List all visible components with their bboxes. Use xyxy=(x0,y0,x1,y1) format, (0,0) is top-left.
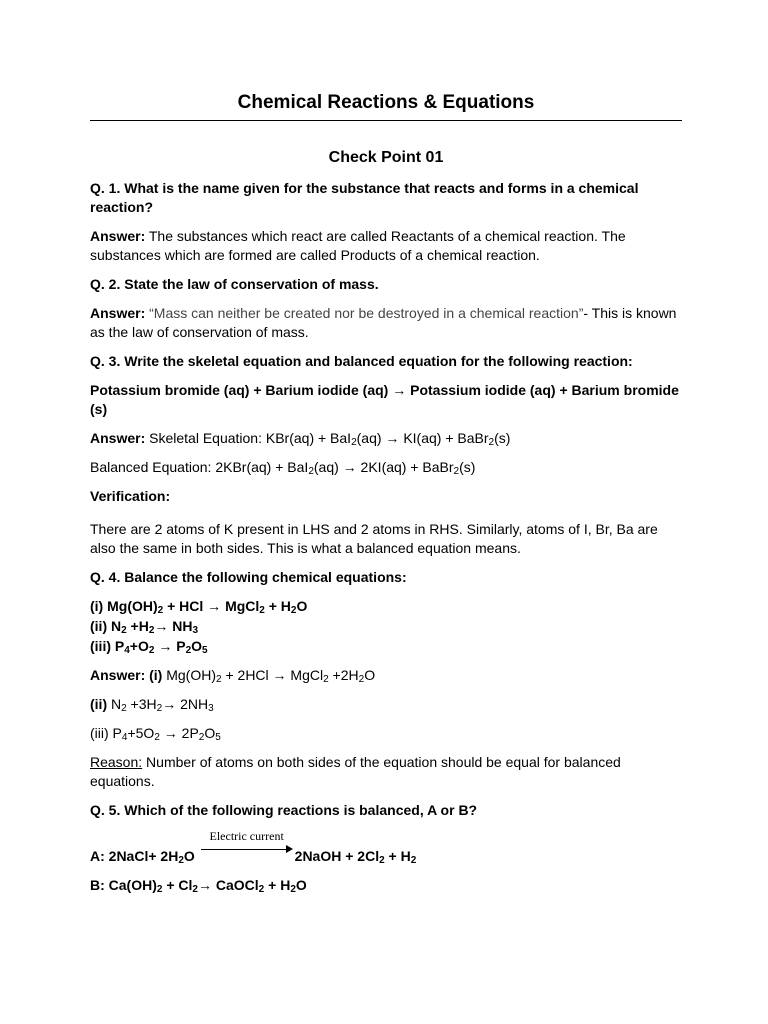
balanced-mid: (aq) → 2KI(aq) + BaBr xyxy=(313,459,454,475)
answer-1-text: The substances which react are called Reactants of a chemical reaction. The substances which are formed are called Products of a chemical reaction. xyxy=(90,228,626,263)
subscript: 2 xyxy=(488,437,495,448)
reaction-a: A: 2NaCl+ $2H_2O$ Electric current 2NaOH + $2Cl_2 + H_2$ xyxy=(90,829,417,866)
reason-label: Reason: xyxy=(90,754,143,770)
answer-label: Answer: xyxy=(90,305,146,321)
balanced-end: (s) xyxy=(459,459,476,475)
answer-2-quote: “Mass can neither be created nor be destroyed in a chemical reaction” xyxy=(145,305,584,321)
question-3-reaction: Potassium bromide (aq) + Barium iodide (aq) → Potassium iodide (aq) + Barium bromide (s) xyxy=(90,382,679,417)
reaction-b: B: $Ca(OH)_2 + Cl_2\to$ CaOCl$_2$ + $H_2O$ xyxy=(90,877,307,895)
answer-2 xyxy=(90,304,682,342)
arrow-label: Electric current xyxy=(209,829,284,843)
answer-3-balanced xyxy=(90,458,682,477)
question-5: Q. 5. Which of the following reactions is balanced, A or B? xyxy=(90,802,478,818)
reason-text: Number of atoms on both sides of the equation should be equal for balanced equations. xyxy=(90,754,621,789)
question-3: Q. 3. Write the skeletal equation and balanced equation for the following reaction: xyxy=(90,353,633,369)
reason xyxy=(90,753,682,791)
question-4: Q. 4. Balance the following chemical equations: xyxy=(90,569,407,585)
answer-label: Answer: xyxy=(90,667,146,683)
subscript: 2 xyxy=(351,437,357,448)
equation-iii: (iii) $P_4+O_2 \to P_2O_5$ xyxy=(90,638,208,656)
skeletal-mid: (aq) → KI(aq) + BaBr xyxy=(356,430,489,446)
answer-4-ii: (ii) $N_2 +3H_2\to 2NH_3$ xyxy=(90,696,214,714)
page-title: Chemical Reactions & Equations xyxy=(90,92,682,121)
answer-1 xyxy=(90,227,682,265)
question-2: Q. 2. State the law of conservation of mass. xyxy=(90,276,379,292)
answer-label: Answer: xyxy=(90,430,146,446)
skeletal-prefix: Skeletal Equation: KBr(aq) + BaI xyxy=(145,430,352,446)
question-1: Q. 1. What is the name given for the substance that reacts and forms in a chemical reaction? xyxy=(90,180,639,215)
arrow-head-icon xyxy=(286,845,293,853)
reaction-arrow xyxy=(201,829,293,861)
equation-ii: (ii) $N_2 +H_2\to NH_3$ xyxy=(90,618,199,636)
answer-4-iii: (iii) $P_4+5O_2 \to 2P_2O_5$ xyxy=(90,725,221,743)
verification-text: There are 2 atoms of K present in LHS and 2 atoms in RHS. Similarly, atoms of I, Br, Ba are also the same in both sides. This is what a balanced equation means. xyxy=(90,521,658,556)
skeletal-end: (s) xyxy=(494,430,511,446)
answer-label: Answer: xyxy=(90,228,146,244)
subscript: 2 xyxy=(453,466,460,477)
section-title: Check Point 01 xyxy=(328,149,444,166)
subscript: 2 xyxy=(308,466,314,477)
balanced-prefix: Balanced Equation: 2KBr(aq) + BaI xyxy=(90,459,309,475)
equation-i: (i) $Mg(OH)_2$ + HCl → MgCl$_2$ + $H_2O$ xyxy=(90,598,308,616)
answer-3-skeletal xyxy=(90,429,682,448)
document-page xyxy=(90,92,682,895)
verification-label: Verification: xyxy=(90,488,171,504)
answer-2-text: - This is known as the law of conservation of mass. xyxy=(90,305,677,340)
answer-4-i: Answer: (i) $Mg(OH)_2 + 2HCl$ → MgCl$_2$ $+2H_2O$ xyxy=(90,667,376,685)
